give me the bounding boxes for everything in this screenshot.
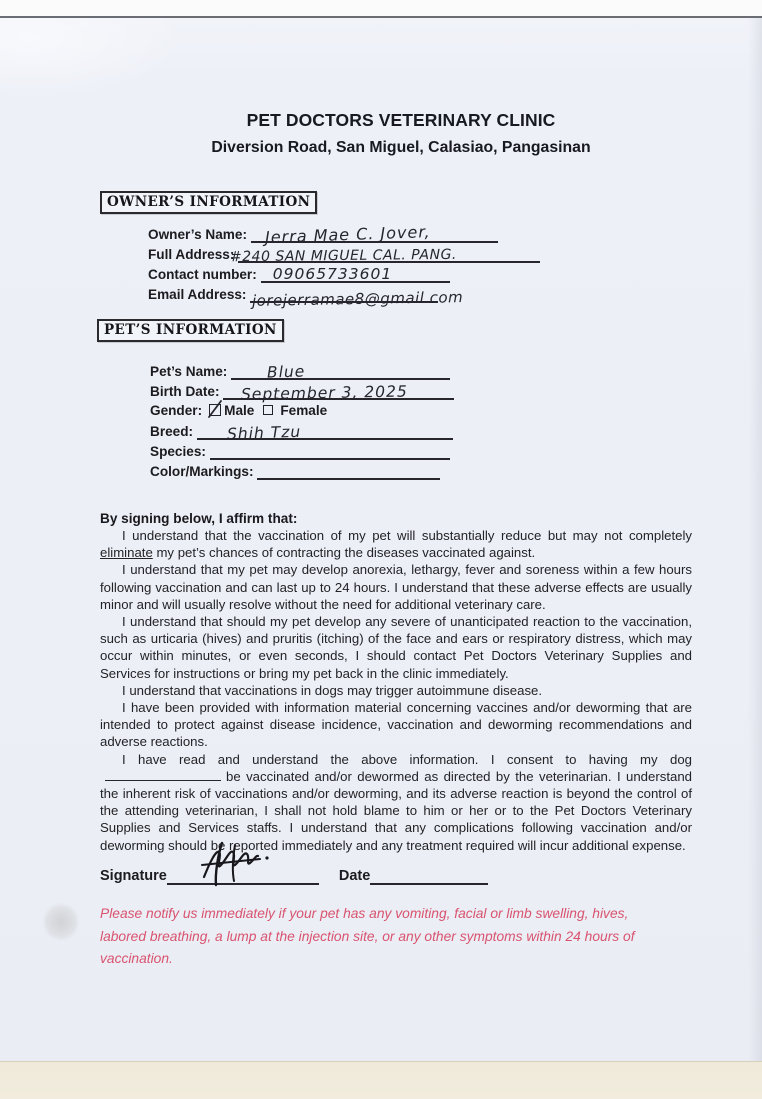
owner-address-line	[230, 245, 540, 266]
date-label: Date	[338, 868, 371, 884]
owner-contact-value: 09065733601	[272, 265, 393, 283]
affirmation-p1-pre: I understand that the vaccination of my pet will substantially reduce but may not completely	[122, 528, 692, 543]
affirmation-p6-pre: I have read and understand the above information. I consent to having my dog	[122, 751, 692, 767]
pet-breed-line	[197, 422, 453, 444]
pet-color-line	[257, 462, 440, 480]
pet-breed-label: Breed:	[150, 424, 194, 439]
pet-name-field	[150, 360, 550, 380]
underlying-sheet-edge	[0, 1061, 762, 1099]
pet-name-label: Pet’s Name:	[150, 364, 228, 379]
date-line	[370, 867, 488, 885]
owner-name-label: Owner’s Name:	[148, 227, 247, 242]
owner-contact-label: Contact number:	[148, 267, 257, 282]
pet-birthdate-value: September 3, 2025	[241, 382, 409, 404]
pet-color-field	[150, 460, 550, 480]
affirmation-paragraph-3: I understand that should my pet develop any severe of unanticipated reaction to the vaccination, such as urticaria (hives) and pruritis (itching) of the face and ears or respiratory distress, which may occur within minutes, or even seconds, I should contact Pet Doctors Veterinary Supplies and Services for instructions or bring my pet back in the clinic immediately.	[100, 614, 692, 681]
female-checkbox	[263, 405, 273, 415]
affirmation-paragraph-5: I have been provided with information material concerning vaccines and/or deworming that are intended to protect against disease incidence, vaccination and deworming recommendations and adverse reactions.	[100, 700, 692, 750]
pet-species-field	[150, 440, 550, 460]
pet-gender-field	[150, 400, 550, 420]
affirmation-p6-post: be vaccinated and/or dewormed as directed by the veterinarian. I understand the inherent risk of vaccinations and/or deworming, and its adverse reaction is beyond the control of the attending veterinarian, I shall not hold blame to him or her or to the Pet Doctors Veterinary Supplies and Services staffs. I understand that any complications following vaccination and/or deworming should be reported immediately and any treatment required will incur additional expense.	[100, 768, 692, 853]
owner-address-value: #240 SAN MIGUEL CAL. PANG.	[230, 246, 458, 266]
owner-email-line	[250, 285, 464, 310]
affirmation-p1-underlined-word: eliminate	[100, 545, 153, 561]
post-vaccination-notice: Please notify us immediately if your pet has any vomiting, facial or limb swelling, hives, labored breathing, a lump at the injection site, or any other symptoms within 24 hours of vaccination.	[100, 906, 635, 966]
pet-birthdate-field	[150, 380, 550, 404]
clinic-title: PET DOCTORS VETERINARY CLINIC	[246, 110, 556, 130]
affirmation-heading: By signing below, I affirm that:	[100, 511, 298, 526]
owner-email-label: Email Address:	[148, 287, 247, 302]
pet-species-label: Species:	[150, 444, 206, 459]
pet-section-heading: PET’S INFORMATION	[97, 319, 284, 342]
pet-breed-value: Shih Tzu	[226, 422, 302, 444]
signature-label: Signature	[100, 868, 167, 884]
owner-email-value: jorejerramae8@gmail.com	[252, 288, 464, 310]
pet-birthdate-line	[223, 382, 454, 404]
owner-contact-line	[261, 265, 450, 283]
owner-name-line	[251, 222, 498, 247]
dog-name-blank	[105, 768, 221, 781]
pet-fields	[150, 360, 550, 480]
signature-row	[100, 867, 692, 885]
pet-gender-label: Gender:	[150, 402, 203, 418]
affirmation-paragraph-4: I understand that vaccinations in dogs may trigger autoimmune disease.	[122, 682, 543, 698]
affirmation-paragraph-2: I understand that my pet may develop anorexia, lethargy, fever and soreness within a few hours following vaccination and can last up to 24 hours. I understand that these adverse effects are usually minor and will usually resolve without the need for additional veterinary care.	[100, 562, 692, 612]
owner-fields	[148, 222, 568, 310]
owner-email-field	[148, 283, 568, 310]
owner-section-heading: OWNER’S INFORMATION	[100, 191, 317, 214]
pet-breed-field	[150, 420, 550, 444]
signature-scribble-icon	[189, 837, 289, 894]
affirmation-section	[100, 510, 692, 854]
owner-address-label: Full Address:	[148, 247, 235, 262]
paper-sheet	[0, 18, 762, 1080]
owner-name-value: Jerra Mae C. Jover,	[264, 222, 431, 247]
affirmation-p1-post: my pet’s chances of contracting the diseases vaccinated against.	[152, 545, 536, 561]
male-label: Male	[224, 402, 255, 418]
scanner-edge	[0, 0, 762, 18]
faint-stamp-mark	[44, 902, 78, 942]
male-checkbox	[209, 404, 221, 416]
pet-color-label: Color/Markings:	[150, 464, 254, 479]
owner-contact-field	[148, 263, 568, 283]
owner-address-field	[148, 243, 568, 266]
signature-line	[167, 867, 319, 885]
owner-name-field	[148, 222, 568, 247]
pet-birthdate-label: Birth Date:	[150, 384, 220, 399]
pet-name-value: Blue	[267, 362, 306, 382]
female-label: Female	[280, 402, 328, 418]
clinic-address: Diversion Road, San Miguel, Calasiao, Pangasinan	[211, 139, 591, 156]
pet-species-line	[210, 442, 450, 460]
affirmation-paragraph-1	[100, 527, 692, 561]
pet-name-line	[231, 362, 450, 380]
